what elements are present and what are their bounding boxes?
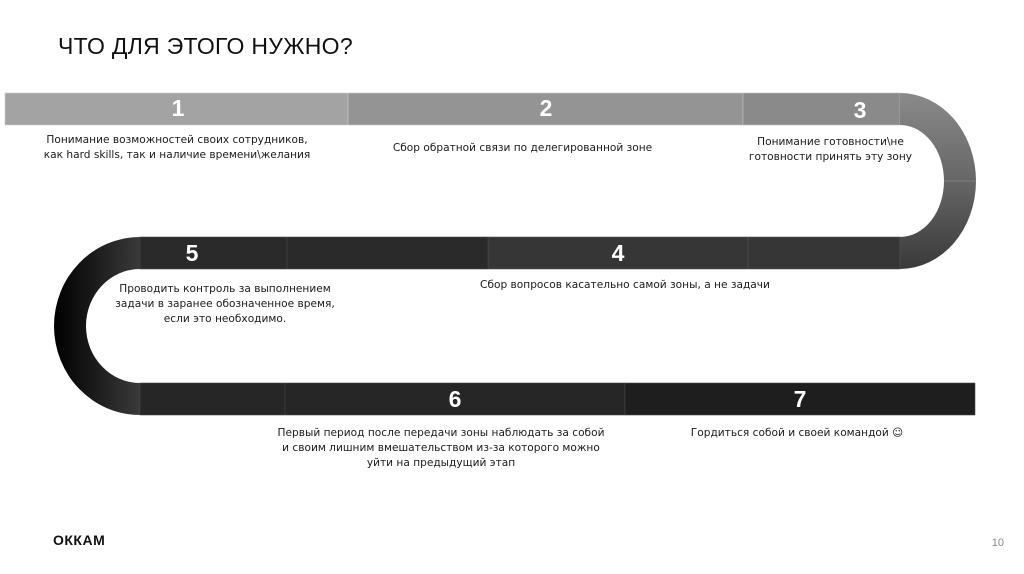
brand-logo: ОККАМ — [53, 532, 106, 548]
step-number-2: 2 — [539, 95, 553, 121]
step-text-4: Сбор вопросов касательно самой зоны, а не задачи — [480, 279, 770, 291]
step-text-7: Гордиться собой и своей командой ☺ — [690, 427, 904, 439]
road-segment-3 — [743, 93, 900, 125]
road-segment-4 — [488, 237, 900, 269]
page-number: 10 — [991, 537, 1004, 549]
step-number-6: 6 — [448, 386, 462, 412]
step-text-2: Сбор обратной связи по делегированной зоне — [392, 142, 653, 154]
step-number-1: 1 — [171, 95, 185, 121]
step-number-4: 4 — [611, 240, 625, 266]
step-text-6: Первый период после передачи зоны наблюдать за собой и своим лишним вмешательством из-за которого можно уйти на предыдущий этап — [277, 427, 605, 469]
step-text-5: Проводить контроль за выполнением задачи в заранее обозначенное время, если это необходимо. — [115, 283, 335, 325]
step-number-7: 7 — [793, 386, 807, 412]
step-text-1: Понимание возможностей своих сотрудников, как hard skills, так и наличие времени\желания — [43, 134, 311, 161]
step-text-3: Понимание готовности\не готовности принять эту зону — [748, 136, 913, 163]
road-segment-6 — [140, 383, 625, 415]
slide-title: ЧТО ДЛЯ ЭТОГО НУЖНО? — [58, 33, 353, 59]
step-number-3: 3 — [853, 97, 867, 123]
step-number-5: 5 — [185, 240, 199, 266]
